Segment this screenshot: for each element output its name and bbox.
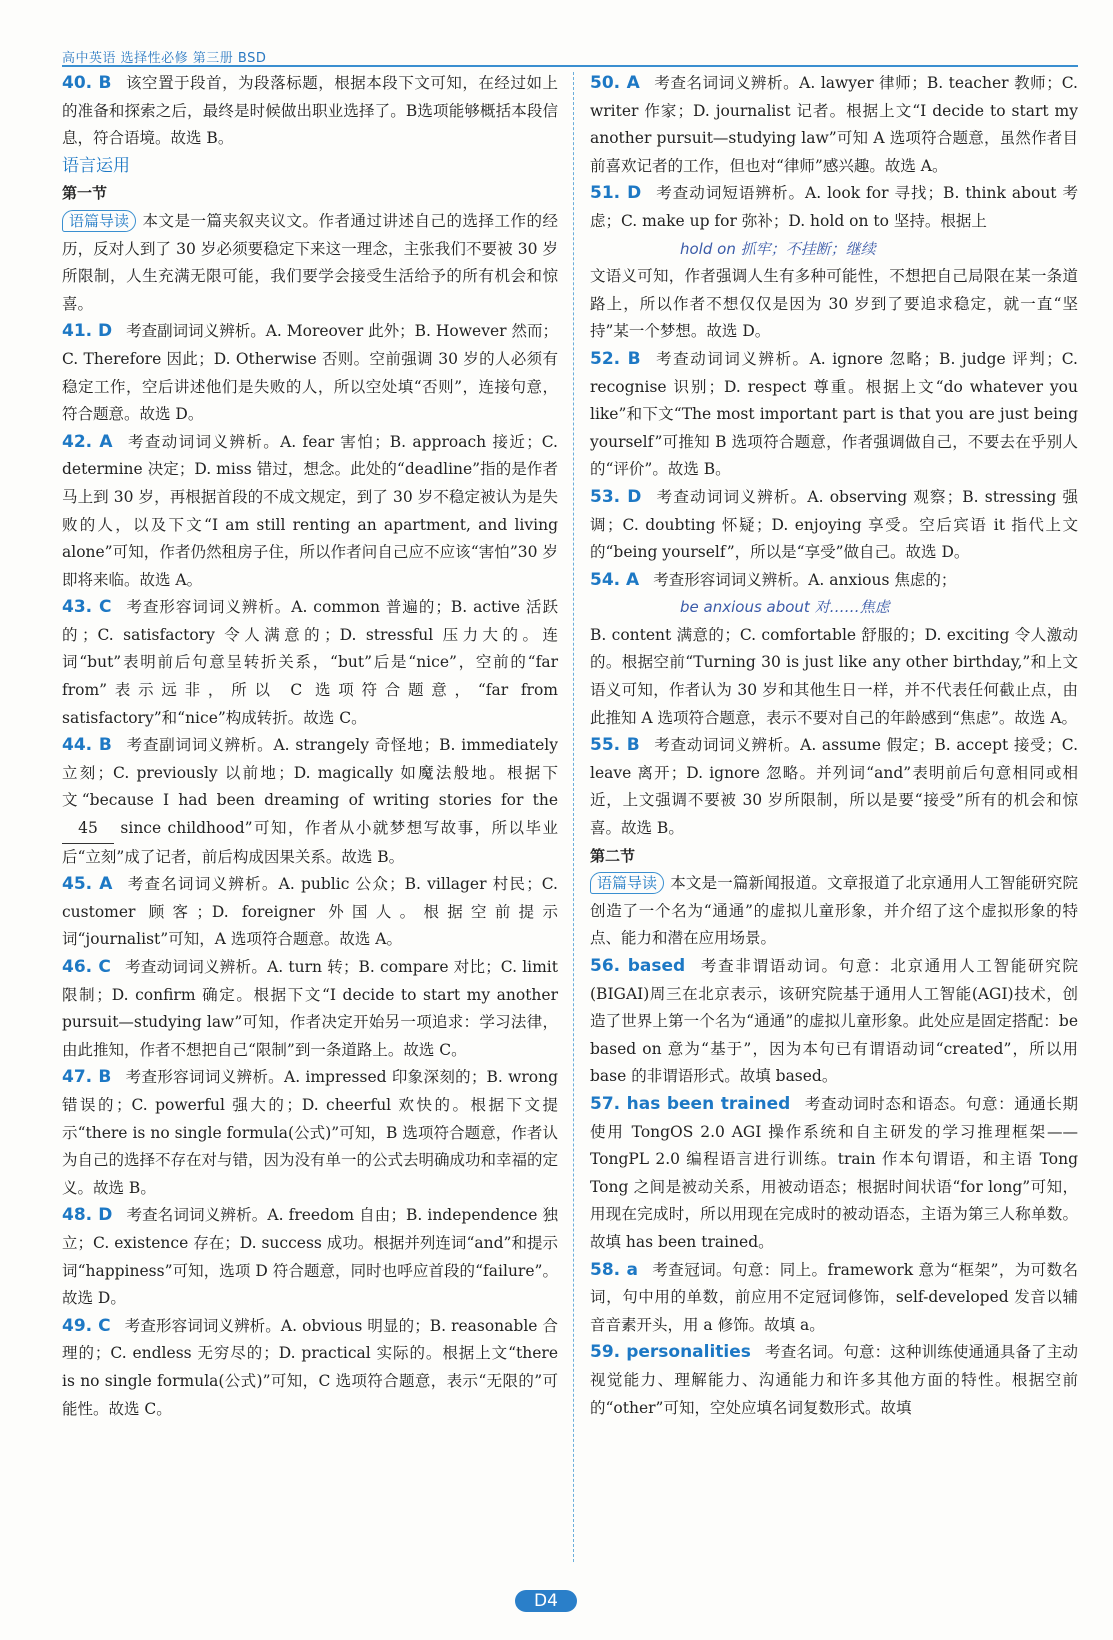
answer-number: 52. B: [590, 348, 641, 369]
right-column: [590, 70, 1078, 1422]
answer-56: [590, 953, 1078, 1091]
answer-text: 考查副词词义辨析。A. strangely 奇怪地；B. immediately 立刻；C. previously 以前地；D. magically 如魔法般地。根据下文“because I had been dreaming of writing stories for the: [62, 736, 558, 810]
answer-49: [62, 1313, 558, 1423]
answer-text: 考查动词词义辨析。A. observing 观察；B. stressing 强调；C. doubting 怀疑；D. enjoying 享受。空后宾语 it 指代上文的“being yourself”，所以是“享受”做自己。故选 D。: [590, 487, 1078, 562]
blank-ref: 45: [62, 815, 114, 844]
answer-text: 考查副词词义辨析。A. Moreover 此外；B. However 然而；C. Therefore 因此；D. Otherwise 否则。空前强调 30 岁的人必须有稳定工作，空后讲述他们是失败的人，所以空处填“否则”，连接句意，符合题意。故选 D。: [62, 322, 558, 424]
answer-text: 考查动词词义辨析。A. turn 转；B. compare 对比；C. limit 限制；D. confirm 确定。根据下文“I decide to start my another pursuit—studying law”可知，作者决定开始另一项追求：学习法律，由此推知，作者不想把自己“限制”到一条道路上。故选 C。: [62, 958, 558, 1059]
answer-text-cont: 文语义可知，作者强调人生有多种可能性，不想把自己局限在某一条道路上，所以作者不想仅仅是因为 30 岁到了要追求稳定，就一直“坚持”某一个梦想。故选 D。: [590, 267, 1078, 341]
guide-text: 本文是一篇夹叙夹议文。作者通过讲述自己的选择工作的经历，反对人到了 30 岁必须要稳定下来这一理念，主张我们不要被 30 岁所限制，人生充满无限可能，我们要学会接受生活给予的所有机会和惊喜。: [62, 211, 558, 313]
answer-number: 40. B: [62, 73, 112, 93]
section-title: 语言运用: [62, 155, 130, 176]
answer-number: 47. B: [62, 1067, 112, 1088]
answer-text: 考查动词词义辨析。A. fear 害怕；B. approach 接近；C. determine 决定；D. miss 错过，想念。此处的“deadline”指的是作者马上到 30 岁，再根据首段的不成文规定，到了 30 岁不稳定被认为是失败的人，以及下文“I am still renting an apartment, and living alone”可知，作者仍然租房子住，所以作者问自己应不应该“害怕”30 岁即将来临。故选 A。: [62, 432, 558, 589]
answer-45: [62, 871, 558, 954]
answer-number: 58. a: [590, 1259, 638, 1280]
answer-40: [62, 70, 558, 153]
answer-55: [590, 732, 1078, 842]
guide-tag: 语篇导读: [62, 210, 136, 232]
page-header: [62, 47, 1078, 67]
answer-48: [62, 1202, 558, 1312]
answer-number: 45. A: [62, 874, 113, 895]
answer-44: [62, 732, 558, 871]
answer-number: 54. A: [590, 569, 640, 590]
answer-51-cont: [590, 263, 1078, 346]
reading-guide: [62, 208, 558, 318]
answer-number: 59. personalities: [590, 1342, 751, 1363]
page-number: D4: [515, 1590, 577, 1612]
handwritten-note: be anxious about 对……焦虑: [680, 598, 890, 617]
answer-number: 56. based: [590, 956, 686, 976]
answer-text: 考查非谓语动词。句意：北京通用人工智能研究院(BIGAI)周三在北京表示，该研究院基于通用人工智能(AGI)技术，创造了世界上第一个名为“通通”的虚拟儿童形象。此处应是固定搭配：be based on 意为“基于”，因为本句已有谓语动词“created”，所以用 base 的非谓语形式。故填 based。: [590, 957, 1078, 1086]
answer-59: [590, 1339, 1078, 1422]
answer-text: 考查形容词词义辨析。A. common 普遍的；B. active 活跃的；C. satisfactory 令人满意的；D. stressful 压力大的。连词“but”表明前后句意呈转折关系，“but”后是“nice”，空前的“far from”表示远非，所以 C 选项符合题意，“far from satisfactory”和“nice”构成转折。故选 C。: [62, 598, 558, 727]
column-divider: [573, 72, 574, 1562]
header-title: 高中英语 选择性必修 第三册 BSD: [62, 51, 267, 66]
answer-text: 考查动词时态和语态。句意：通通长期使用 TongOS 2.0 AGI 操作系统和自主研发的学习推理框架——TongPL 2.0 编程语言进行训练。train 作本句谓语，和主语 Tong Tong 之间是被动关系，用被动语态；根据时间状语“for long”可知，用现在完成时，所以用现在完成时的被动语态，主语为第三人称单数。故填 has been trained。: [590, 1094, 1078, 1251]
answer-text: 考查动词短语辨析。A. look for 寻找；B. think about 考虑；C. make up for 弥补；D. hold on to 坚持。根据上: [590, 184, 1078, 230]
left-column: [62, 70, 558, 1423]
part-title: 第一节: [62, 184, 108, 203]
answer-53: [590, 484, 1078, 567]
answer-number: 44. B: [62, 735, 112, 756]
answer-54-cont: [590, 622, 1078, 732]
answer-number: 43. C: [62, 597, 112, 618]
answer-46: [62, 954, 558, 1064]
answer-number: 41. D: [62, 321, 113, 342]
guide-tag: 语篇导读: [590, 872, 664, 894]
answer-text: 考查形容词词义辨析。A. obvious 明显的；B. reasonable 合理的；C. endless 无穷尽的；D. practical 实际的。根据上文“there is no single formula(公式)”可知，C 选项符合题意，表示“无限的”可能性。故选 C。: [62, 1316, 558, 1418]
answer-text-cont: B. content 满意的；C. comfortable 舒服的；D. exciting 令人激动的。根据空前“Turning 30 is just like any other birthday,”和上文语义可知，作者认为 30 岁和其他生日一样，并不代表任何截止点，由此推知 A 选项符合题意，表示不要对自己的年龄感到“焦虑”。故选 A。: [590, 625, 1078, 727]
answer-text: 考查形容词词义辨析。A. impressed 印象深刻的；B. wrong 错误的；C. powerful 强大的；D. cheerful 欢快的。根据下文提示“there is no single formula(公式)”可知，B 选项符合题意，作者认为自己的选择不存在对与错，因为没有单一的公式去明确成功和幸福的定义。故选 B。: [62, 1068, 559, 1197]
answer-text: 考查动词词义辨析。A. ignore 忽略；B. judge 评判；C. recognise 识别；D. respect 尊重。根据上文“do whatever you like”和下文“The most important part is that you are just being yourself”可推知 B 选项符合题意，作者强调做自己，不要去在乎别人的“评价”。故选 B。: [590, 349, 1078, 479]
answer-57: [590, 1091, 1078, 1257]
answer-number: 42. A: [62, 431, 113, 452]
answer-number: 55. B: [590, 735, 640, 756]
answer-text: 考查动词词义辨析。A. assume 假定；B. accept 接受；C. leave 离开；D. ignore 忽略。并列词“and”表明前后句意相同或相近，上文强调不要被 30 岁所限制，所以是要“接受”所有的机会和惊喜。故选 B。: [590, 736, 1078, 838]
answer-54: [590, 567, 1078, 595]
answer-51: [590, 180, 1078, 235]
answer-52: [590, 346, 1078, 484]
answer-number: 51. D: [590, 183, 642, 204]
answer-41: [62, 318, 558, 428]
answer-number: 49. C: [62, 1315, 111, 1336]
answer-58: [590, 1257, 1078, 1340]
answer-43: [62, 594, 558, 732]
guide-text: 本文是一篇新闻报道。文章报道了北京通用人工智能研究院创造了一个名为“通通”的虚拟儿童形象，并介绍了这个虚拟形象的特点、能力和潜在应用场景。: [590, 874, 1078, 948]
answer-47: [62, 1064, 558, 1202]
answer-text: 考查名词词义辨析。A. lawyer 律师；B. teacher 教师；C. writer 作家；D. journalist 记者。根据上文“I decide to start my another pursuit—studying law”可知 A 选项符合题意，虽然作者目前喜欢记者的工作，但也对“律师”感兴趣。故选 A。: [590, 74, 1078, 175]
answer-number: 48. D: [62, 1205, 113, 1226]
answer-text: 考查冠词。句意：同上。framework 意为“框架”，为可数名词，句中用的单数，前应用不定冠词修饰，self-developed 发音以辅音音素开头，用 a 修饰。故填 a。: [590, 1260, 1079, 1334]
answer-number: 57. has been trained: [590, 1093, 791, 1114]
answer-number: 46. C: [62, 957, 111, 977]
answer-42: [62, 429, 558, 595]
answer-text: 考查名词。句意：这种训练使通通具备了主动视觉能力、理解能力、沟通能力和许多其他方面的特性。根据空前的“other”可知，空处应填名词复数形式。故填: [590, 1343, 1078, 1417]
answer-number: 53. D: [590, 486, 642, 507]
answer-text-cont: since childhood”可知，作者从小就梦想写故事，所以毕业后“立刻”成了记者，前后构成因果关系。故选 B。: [62, 819, 558, 866]
handwritten-note: hold on 抓牢；不挂断；继续: [680, 239, 876, 258]
part-title: 第二节: [590, 846, 636, 865]
reading-guide: [590, 870, 1078, 953]
answer-number: 50. A: [590, 73, 640, 93]
answer-text: 考查形容词词义辨析。A. anxious 焦虑的；: [653, 570, 957, 589]
answer-text: 该空置于段首，为段落标题，根据本段下文可知，在经过如上的准备和探索之后，最终是时候做出职业选择了。B选项能够概括本段信息，符合语境。故选 B。: [62, 74, 558, 148]
answer-50: [590, 70, 1078, 180]
answer-text: 考查名词词义辨析。A. freedom 自由；B. independence 独立；C. existence 存在；D. success 成功。根据并列连词“and”和提示词“happiness”可知，选项 D 符合题意，同时也呼应首段的“failure”。故选 D。: [62, 1206, 558, 1308]
answer-text: 考查名词词义辨析。A. public 公众；B. villager 村民；C. customer 顾客；D. foreigner 外国人。根据空前提示词“journalist”可知，A 选项符合题意。故选 A。: [62, 875, 558, 949]
